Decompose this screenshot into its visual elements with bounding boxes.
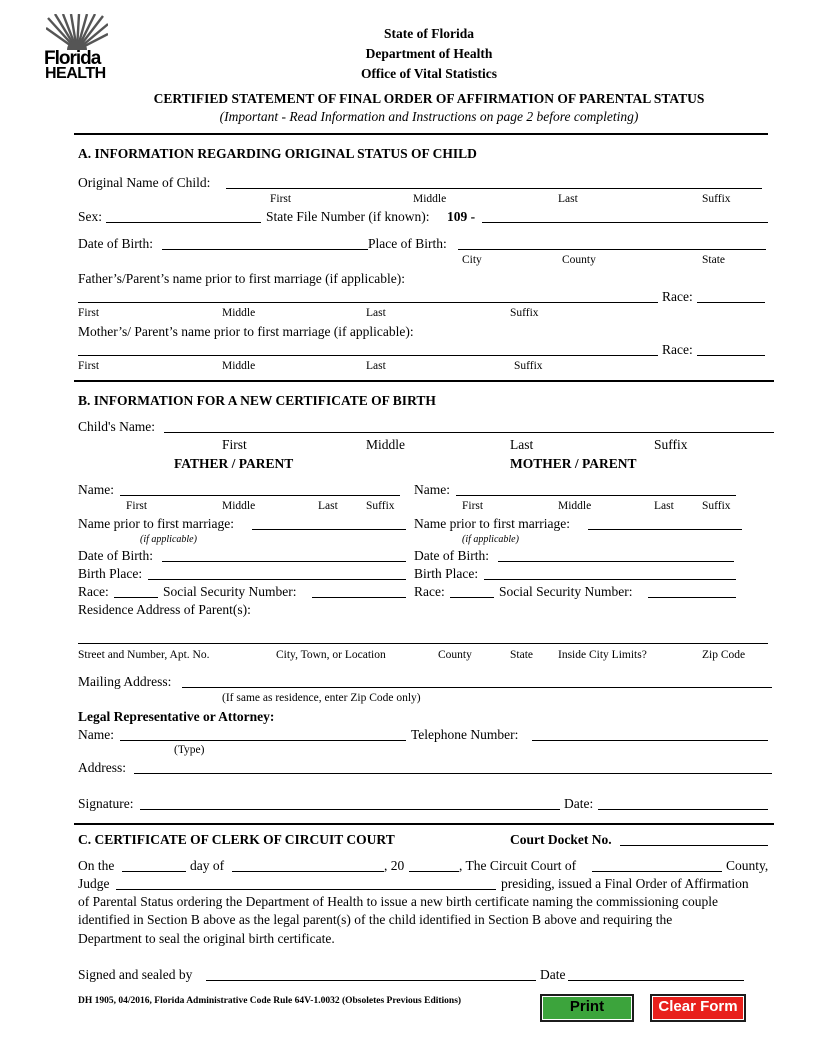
residence-part-city-limits: Inside City Limits?	[558, 649, 647, 661]
father-dob-field[interactable]	[162, 561, 406, 562]
mother-part-first: First	[78, 360, 100, 372]
telephone-label: Telephone Number:	[411, 727, 519, 742]
mother-birthplace-label: Birth Place:	[414, 566, 479, 581]
name-part-suffix: Suffix	[702, 193, 731, 205]
logo-line1: Florida	[44, 48, 101, 69]
father-b-part-first: First	[126, 500, 148, 512]
form-id: DH 1905, 04/2016, Florida Administrative Code Rule 64V-1.0032 (Obsoletes Previous Editions)	[78, 996, 462, 1006]
paragraph-line-5: Department to seal the original birth certificate.	[78, 931, 335, 946]
dob-label: Date of Birth:	[78, 236, 153, 251]
father-race-b-field[interactable]	[114, 597, 158, 598]
father-prior-field[interactable]	[78, 302, 658, 303]
mailing-label: Mailing Address:	[78, 674, 172, 689]
mother-dob-field[interactable]	[498, 561, 734, 562]
mother-part-suffix: Suffix	[514, 360, 543, 372]
father-part-suffix: Suffix	[510, 307, 539, 319]
pob-label: Place of Birth:	[368, 236, 447, 251]
mailing-field[interactable]	[182, 687, 772, 688]
mother-part-middle: Middle	[222, 360, 256, 372]
child-name-field[interactable]	[164, 432, 774, 433]
signed-date-field[interactable]	[568, 980, 744, 981]
mother-race-label: Race:	[662, 342, 693, 357]
father-race-label: Race:	[662, 289, 693, 304]
residence-part-county: County	[438, 649, 472, 661]
name-part-last: Last	[558, 193, 578, 205]
mother-if-applicable: (if applicable)	[462, 534, 519, 545]
pob-field[interactable]	[458, 249, 766, 250]
legal-name-label: Name:	[78, 727, 114, 742]
year-prefix-label: , 20	[384, 858, 405, 873]
paragraph-line-4: identified in Section B above as the legal parent(s) of the child identified in Section B above and requiring the	[78, 912, 673, 927]
state-file-field[interactable]	[482, 222, 768, 223]
mother-ssn-field[interactable]	[648, 597, 736, 598]
child-part-middle: Middle	[366, 437, 405, 452]
name-part-first: First	[270, 193, 292, 205]
mailing-note: (If same as residence, enter Zip Code only)	[222, 692, 421, 704]
signed-label: Signed and sealed by	[78, 967, 193, 982]
father-ssn-label: Social Security Number:	[163, 584, 297, 599]
header-state: State of Florida	[384, 26, 474, 41]
father-heading: FATHER / PARENT	[174, 456, 294, 471]
father-b-part-last: Last	[318, 500, 338, 512]
mother-prior-b-field[interactable]	[588, 529, 742, 530]
child-part-first: First	[222, 437, 247, 452]
mother-b-part-middle: Middle	[558, 500, 592, 512]
state-file-label: State File Number (if known):	[266, 209, 430, 224]
sex-field[interactable]	[106, 222, 261, 223]
father-b-part-suffix: Suffix	[366, 500, 395, 512]
docket-field[interactable]	[620, 845, 768, 846]
on-the-label: On the	[78, 858, 115, 873]
mother-prior-b-label: Name prior to first marriage:	[414, 516, 570, 531]
mother-name-field[interactable]	[456, 495, 736, 496]
mother-heading: MOTHER / PARENT	[510, 456, 637, 471]
mother-race-b-label: Race:	[414, 584, 445, 599]
divider-top	[74, 133, 768, 135]
father-ssn-field[interactable]	[312, 597, 406, 598]
mother-prior-field[interactable]	[78, 355, 658, 356]
signature-date-field[interactable]	[598, 809, 768, 810]
mother-part-last: Last	[366, 360, 386, 372]
original-name-label: Original Name of Child:	[78, 175, 211, 190]
section-a-heading: A. INFORMATION REGARDING ORIGINAL STATUS OF CHILD	[78, 146, 477, 161]
mother-race-field[interactable]	[697, 355, 765, 356]
father-part-last: Last	[366, 307, 386, 319]
judge-label: Judge	[78, 876, 110, 891]
circuit-county-field[interactable]	[592, 871, 722, 872]
mother-ssn-label: Social Security Number:	[499, 584, 633, 599]
mother-b-part-first: First	[462, 500, 484, 512]
child-name-label: Child's Name:	[78, 419, 156, 434]
legal-rep-label: Legal Representative or Attorney:	[78, 709, 275, 724]
residence-part-zip: Zip Code	[702, 649, 746, 661]
day-field[interactable]	[122, 871, 186, 872]
mother-b-part-last: Last	[654, 500, 674, 512]
legal-name-field[interactable]	[120, 740, 406, 741]
presiding-text: presiding, issued a Final Order of Affirmation	[501, 876, 749, 891]
father-name-field[interactable]	[120, 495, 400, 496]
name-part-middle: Middle	[413, 193, 447, 205]
header-office: Office of Vital Statistics	[360, 66, 498, 81]
father-race-field[interactable]	[697, 302, 765, 303]
clear-form-button[interactable]: Clear Form	[650, 994, 746, 1022]
divider-a-b	[74, 380, 774, 382]
address-label: Address:	[78, 760, 126, 775]
child-part-last: Last	[510, 437, 534, 452]
dob-field[interactable]	[162, 249, 368, 250]
father-birthplace-field[interactable]	[148, 579, 406, 580]
mother-name-label: Name:	[414, 482, 450, 497]
telephone-field[interactable]	[532, 740, 768, 741]
place-part-city: City	[462, 254, 482, 266]
type-note: (Type)	[174, 744, 205, 756]
signature-date-label: Date:	[564, 796, 594, 811]
father-race-b-label: Race:	[78, 584, 109, 599]
mother-b-part-suffix: Suffix	[702, 500, 731, 512]
father-b-part-middle: Middle	[222, 500, 256, 512]
year-field[interactable]	[409, 871, 459, 872]
father-if-applicable: (if applicable)	[140, 534, 197, 545]
print-button[interactable]: Print	[540, 994, 634, 1022]
mother-race-b-field[interactable]	[450, 597, 494, 598]
father-dob-label: Date of Birth:	[78, 548, 153, 563]
original-name-field[interactable]	[226, 188, 762, 189]
father-prior-b-field[interactable]	[252, 529, 406, 530]
child-part-suffix: Suffix	[654, 437, 688, 452]
father-birthplace-label: Birth Place:	[78, 566, 143, 581]
logo-line2: HEALTH	[45, 65, 106, 82]
mother-dob-label: Date of Birth:	[414, 548, 489, 563]
father-part-first: First	[78, 307, 100, 319]
father-prior-b-label: Name prior to first marriage:	[78, 516, 234, 531]
signed-date-label: Date	[540, 967, 566, 982]
residence-part-city: City, Town, or Location	[276, 649, 386, 661]
header-dept: Department of Health	[365, 46, 493, 61]
signature-label: Signature:	[78, 796, 134, 811]
circuit-court-label: , The Circuit Court of	[459, 858, 577, 873]
address-field[interactable]	[134, 773, 772, 774]
docket-label: Court Docket No.	[510, 832, 612, 847]
mother-prior-label: Mother’s/ Parent’s name prior to first marriage (if applicable):	[78, 324, 414, 339]
divider-b-c	[74, 823, 774, 825]
father-name-label: Name:	[78, 482, 114, 497]
residence-part-state: State	[510, 649, 533, 661]
place-part-state: State	[702, 254, 725, 266]
section-b-heading: B. INFORMATION FOR A NEW CERTIFICATE OF BIRTH	[78, 393, 436, 408]
county-label: County,	[726, 858, 769, 873]
form-subtitle: (Important - Read Information and Instructions on page 2 before completing)	[219, 109, 639, 124]
mother-birthplace-field[interactable]	[484, 579, 736, 580]
residence-label: Residence Address of Parent(s):	[78, 602, 251, 617]
section-c-heading: C. CERTIFICATE OF CLERK OF CIRCUIT COURT	[78, 832, 395, 847]
signature-field[interactable]	[140, 809, 560, 810]
signed-field[interactable]	[206, 980, 536, 981]
state-file-prefix: 109 -	[447, 209, 476, 224]
sex-label: Sex:	[78, 209, 103, 224]
father-prior-label: Father’s/Parent’s name prior to first marriage (if applicable):	[78, 271, 406, 286]
residence-field[interactable]	[78, 643, 768, 644]
judge-field[interactable]	[116, 889, 496, 890]
form-title: CERTIFIED STATEMENT OF FINAL ORDER OF AFFIRMATION OF PARENTAL STATUS	[153, 91, 705, 106]
paragraph-line-3: of Parental Status ordering the Department of Health to issue a new birth certificate naming the commissioning couple	[78, 894, 718, 909]
day-of-label: day of	[190, 858, 225, 873]
residence-part-street: Street and Number, Apt. No.	[78, 649, 210, 661]
month-field[interactable]	[232, 871, 384, 872]
place-part-county: County	[562, 254, 596, 266]
father-part-middle: Middle	[222, 307, 256, 319]
